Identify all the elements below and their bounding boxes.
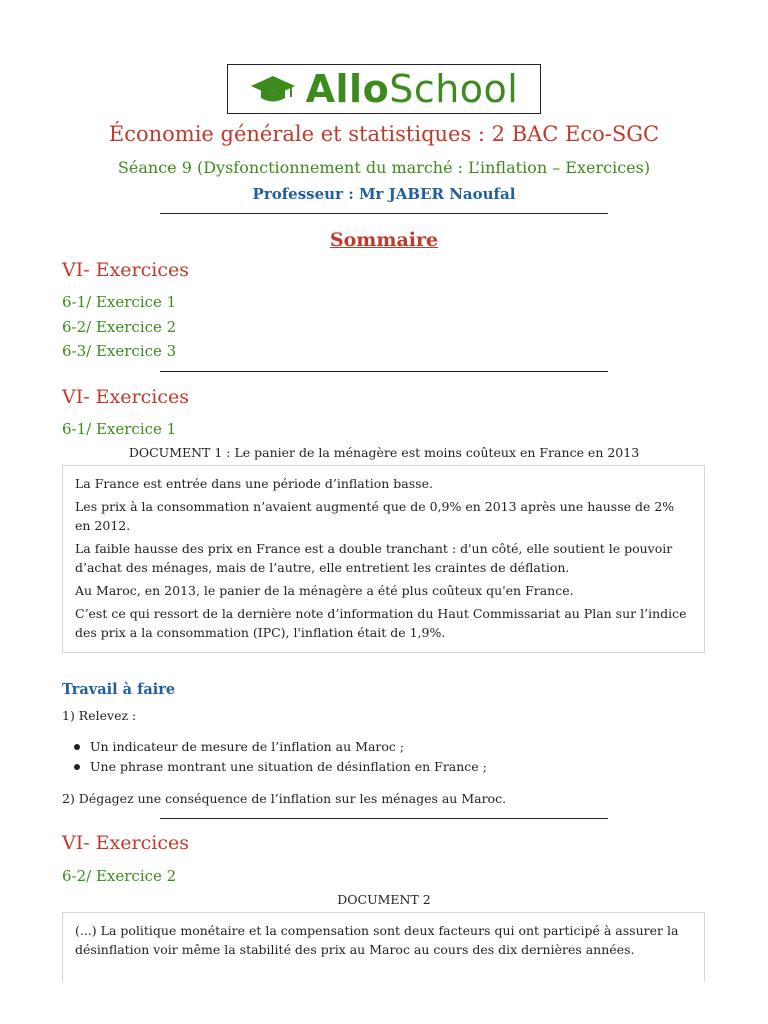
document2-box bbox=[62, 912, 705, 982]
travail-a-faire-title: Travail à faire bbox=[62, 681, 176, 698]
exercise1-section-heading: VI- Exercices bbox=[62, 386, 189, 408]
session-subtitle: Séance 9 (Dysfonctionnement du marché : L’inflation – Exercices) bbox=[117, 158, 651, 177]
document2-paragraph: (...) La politique monétaire et la compensation sont deux facteurs qui ont participé à assurer la désinflation voir même la stabilité des prix au Maroc au cours des dix dernières années. bbox=[75, 923, 679, 957]
document1-box bbox=[62, 465, 705, 653]
document1-paragraph: C’est ce qui ressort de la dernière note d’information du Haut Commissariat au Plan sur l’indice des prix a la consommation (IPC), l'inflation était de 1,9%. bbox=[75, 606, 687, 640]
professor-name: Professeur : Mr JABER Naoufal bbox=[252, 185, 516, 203]
sommaire-title: Sommaire bbox=[329, 229, 439, 251]
bullet-item: Un indicateur de mesure de l’inflation au Maroc ; bbox=[74, 739, 404, 754]
course-title: Économie générale et statistiques : 2 BAC Eco-SGC bbox=[108, 122, 660, 146]
document2-caption: DOCUMENT 2 bbox=[337, 892, 431, 907]
exercise1-heading: 6-1/ Exercice 1 bbox=[62, 420, 177, 438]
question-2: 2) Dégagez une conséquence de l’inflation sur les ménages au Maroc. bbox=[62, 791, 507, 806]
sommaire-item-1[interactable]: 6-1/ Exercice 1 bbox=[62, 293, 177, 311]
document1-caption: DOCUMENT 1 : Le panier de la ménagère est moins coûteux en France en 2013 bbox=[128, 445, 640, 460]
bullet-icon bbox=[74, 764, 80, 770]
divider bbox=[160, 213, 608, 214]
exercise2-section-heading: VI- Exercices bbox=[62, 832, 189, 854]
exercise2-heading: 6-2/ Exercice 2 bbox=[62, 867, 177, 885]
document1-paragraph: La faible hausse des prix en France est a double tranchant : d'un côté, elle soutient le pouvoir d’achat des ménages, mais de l’autre, elle entretient les craintes de déflation. bbox=[75, 541, 673, 575]
document1-paragraph: La France est entrée dans une période d’inflation basse. bbox=[75, 476, 433, 491]
sommaire-item-3[interactable]: 6-3/ Exercice 3 bbox=[62, 342, 177, 360]
question-1: 1) Relevez : bbox=[62, 708, 137, 723]
sommaire-item-2[interactable]: 6-2/ Exercice 2 bbox=[62, 318, 177, 336]
logo-text: AlloSchool bbox=[305, 67, 519, 111]
divider bbox=[160, 371, 608, 372]
bullet-item: Une phrase montrant une situation de désinflation en France ; bbox=[74, 759, 487, 774]
graduation-cap-icon bbox=[250, 73, 296, 105]
sommaire-section-heading: VI- Exercices bbox=[62, 259, 189, 281]
alloschool-logo bbox=[227, 64, 541, 114]
bullet-icon bbox=[74, 744, 80, 750]
divider bbox=[160, 818, 608, 819]
document1-paragraph: Les prix à la consommation n’avaient augmenté que de 0,9% en 2013 après une hausse de 2% en 2012. bbox=[75, 499, 675, 533]
document1-paragraph: Au Maroc, en 2013, le panier de la ménagère a été plus coûteux qu'en France. bbox=[75, 583, 574, 598]
